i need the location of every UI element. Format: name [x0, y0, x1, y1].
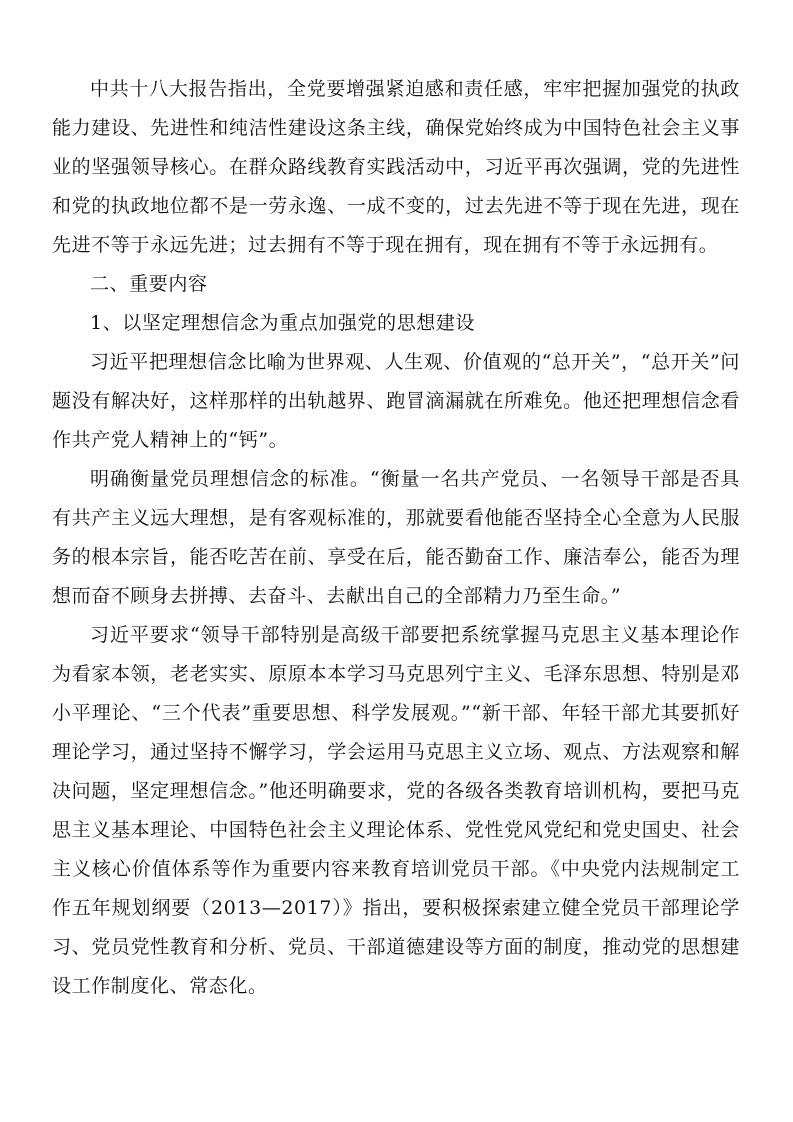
- requirements-paragraph: 习近平要求“领导干部特别是高级干部要把系统掌握马克思主义基本理论作为看家本领，老老实实、原原本本学习马克思列宁主义、毛泽东思想、特别是邓小平理论、“三个代表”重要思想、科学发展观。”“新干部、年轻干部尤其要抓好理论学习，通过坚持不懈学习，学会运用马克思主义立场、观点、方法观察和解决问题，坚定理想信念。”他还明确要求，党的各级各类教育培训机构，要把马克思主义基本理论、中国特色社会主义理论体系、党性党风党纪和党史国史、社会主义核心价值体系等作为重要内容来教育培训党员干部。《中央党内法规制定工作五年规划纲要（2013—2017）》指出，要积极探索建立健全党员干部理论学习、党员党性教育和分析、党员、干部道德建设等方面的制度，推动党的思想建设工作制度化、常态化。: [52, 624, 740, 997]
- ideals-metaphor-paragraph: 习近平把理想信念比喻为世界观、人生观、价值观的“总开关”，“总开关”问题没有解决好，这样那样的出轨越界、跑冒滴漏就在所难免。他还把理想信念看作共产党人精神上的“钙”。: [52, 351, 740, 451]
- intro-paragraph: 中共十八大报告指出，全党要增强紧迫感和责任感，牢牢把握加强党的执政能力建设、先进性和纯洁性建设这条主线，确保党始终成为中国特色社会主义事业的坚强领导核心。在群众路线教育实践活动中，习近平再次强调，党的先进性和党的执政地位都不是一劳永逸、一成不变的，过去先进不等于现在先进，现在先进不等于永远先进；过去拥有不等于现在拥有，现在拥有不等于永远拥有。: [52, 78, 740, 256]
- subsection-heading: 1、以坚定理想信念为重点加强党的思想建设: [90, 312, 476, 334]
- document-body: [52, 70, 740, 1006]
- standards-paragraph: 明确衡量党员理想信念的标准。“衡量一名共产党员、一名领导干部是否具有共产主义远大理想，是有客观标准的，那就要看他能否坚持全心全意为人民服务的根本宗旨，能否吃苦在前、享受在后，能否勤奋工作、廉洁奉公，能否为理想而奋不顾身去拼搏、去奋斗、去献出自己的全部精力乃至生命。”: [52, 468, 740, 607]
- section-heading: 二、重要内容: [90, 273, 208, 295]
